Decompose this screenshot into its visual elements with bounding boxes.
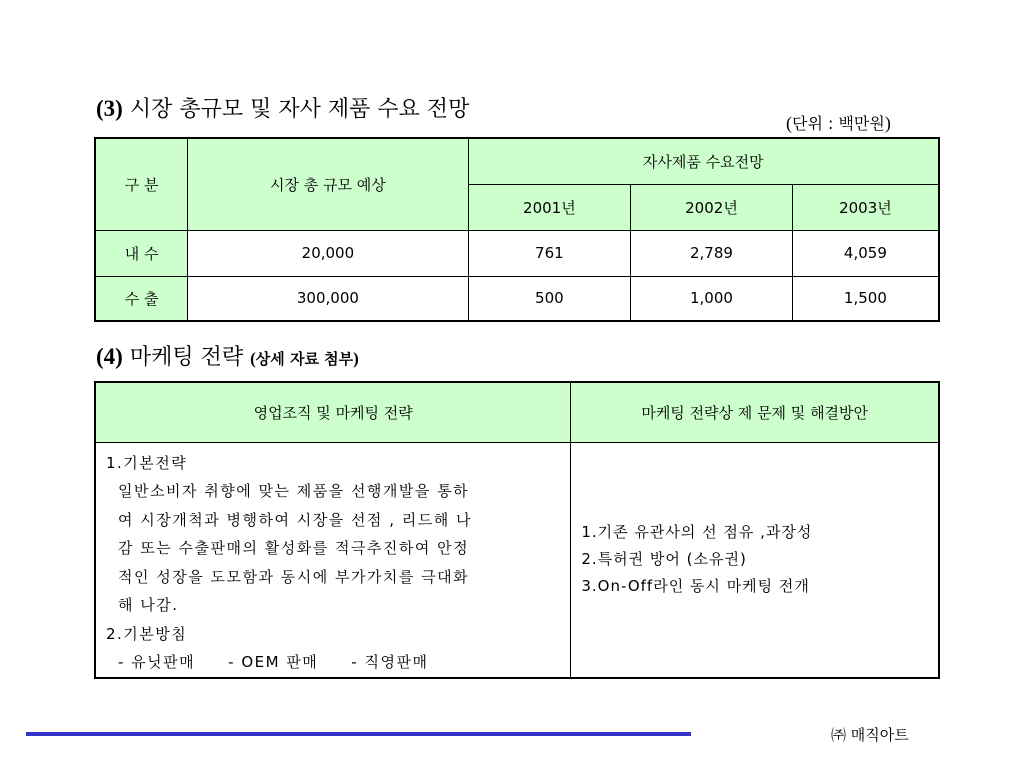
- row-label: 수 출: [95, 276, 188, 321]
- solution-line: 2.특허권 방어 (소유권): [581, 550, 747, 568]
- subtitle-text: 상세 자료 첨부: [255, 350, 354, 368]
- header-sales-strategy: 영업조직 및 마케팅 전략: [95, 382, 571, 442]
- demand-cell: 1,000: [631, 276, 793, 321]
- section-4-heading: [96, 340, 359, 371]
- solution-line: 3.On-Off라인 동시 마케팅 전개: [581, 577, 810, 595]
- unit-text: 단위 : 백만원: [792, 114, 885, 133]
- header-year: 2002년: [631, 184, 793, 230]
- demand-cell: 2,789: [631, 230, 793, 276]
- header-market-size: 시장 총 규모 예상: [188, 138, 468, 230]
- strategy-content: [95, 442, 571, 678]
- strategy-line: - 유닛판매 - OEM 판매 - 직영판매: [118, 653, 429, 671]
- row-label: 내 수: [95, 230, 188, 276]
- unit-close: ): [884, 113, 891, 133]
- footer-divider: [26, 732, 691, 736]
- subtitle-open: (: [250, 349, 256, 368]
- strategy-line: 2.기본방침: [106, 624, 188, 643]
- header-year: 2003년: [792, 184, 939, 230]
- table-row: [95, 276, 939, 321]
- section-4-subtitle: [250, 350, 359, 368]
- solutions-content: [571, 442, 939, 678]
- strategy-line: 여 시장개척과 병행하여 시장을 선점 , 리드해 나: [118, 510, 472, 529]
- demand-cell: 1,500: [792, 276, 939, 321]
- strategy-line: 적인 성장을 도모함과 동시에 부가가치를 극대화: [118, 567, 470, 586]
- subtitle-close: ): [353, 349, 359, 368]
- section-4-title: 마케팅 전략: [129, 345, 244, 370]
- header-category: 구 분: [95, 138, 188, 230]
- table-row: [95, 230, 939, 276]
- header-problems-solutions: 마케팅 전략상 제 문제 및 해결방안: [571, 382, 939, 442]
- header-demand-forecast: 자사제품 수요전망: [468, 138, 939, 184]
- strategy-line: 1.기본전략: [106, 453, 188, 472]
- solution-line: 1.기존 유관사의 선 점유 ,과장성: [581, 523, 813, 541]
- section-3-title: 시장 총규모 및 자사 제품 수요 전망: [129, 97, 470, 122]
- section-3-number: (3): [96, 96, 123, 121]
- section-3-heading: [96, 92, 469, 123]
- market-size-cell: 20,000: [188, 230, 468, 276]
- market-size-cell: 300,000: [188, 276, 468, 321]
- strategy-line: 일반소비자 취향에 맞는 제품을 선행개발을 통하: [118, 482, 470, 500]
- demand-cell: 761: [468, 230, 631, 276]
- strategy-line: 해 나감.: [118, 596, 179, 614]
- section-4-number: (4): [96, 344, 123, 369]
- unit-open: (: [786, 113, 792, 133]
- header-year: 2001년: [468, 184, 631, 230]
- company-name: ㈜ 매직아트: [831, 726, 909, 744]
- unit-note: [786, 111, 891, 134]
- strategy-line: 감 또는 수출판매의 활성화를 적극추진하여 안정: [118, 539, 470, 557]
- demand-cell: 4,059: [792, 230, 939, 276]
- market-demand-table: [94, 137, 940, 322]
- marketing-strategy-table: [94, 381, 940, 679]
- demand-cell: 500: [468, 276, 631, 321]
